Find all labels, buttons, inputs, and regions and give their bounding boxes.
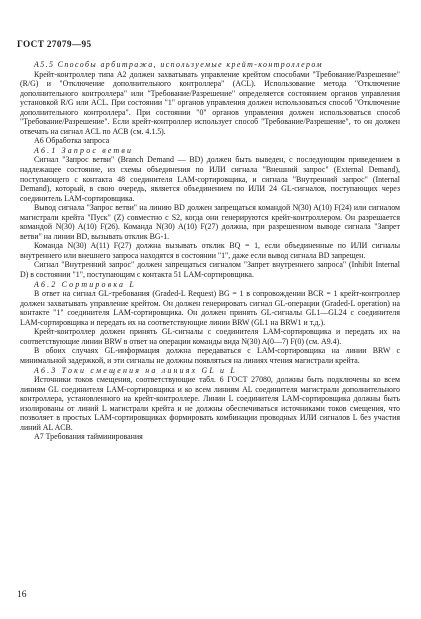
page-number: 16 xyxy=(17,590,27,600)
paragraph: Крейт-контроллер должен принять GL-сигналы с соединителя LAM-сортировщика и передать их на соответствующие линии BRW в ответ на операции команды вида N(30) A(0—7) F(0) (см. А9.4). xyxy=(20,327,400,346)
section-title-a62: А6.2 Сортировка L xyxy=(34,279,136,289)
paragraph: В ответ на сигнал GL-требования (Graded-L Request) BG = 1 в сопровождении BCR = 1 крейт-контроллер должен захватывать управление крейтом. Он должен генерировать сигнал GL-операции (Graded-L operation) на контакте "1" соединителя LAM-сортировщика. Он должен принять GL-сигналы GL1—GL24 с соединителя LAM-сортировщика и передать их на соответствующие линии BRW (GL1 на BRW1 и т.д.). xyxy=(20,289,400,327)
paragraph: Сигнал "Внутренний запрос" должен запрещаться сигналом "Запрет внутреннего запроса" (Inhibit Internal D) в состоянии "1", поступающим с контакта 51 LAM-сортировщика. xyxy=(20,260,400,280)
page-header: ГОСТ 27079—95 xyxy=(17,39,92,49)
section-title-a63: А6.3 Токи смещения на линиях GL и L xyxy=(34,365,237,375)
section-title-a6: А6 Обработка запроса xyxy=(34,136,110,146)
section-title-a7: А7 Требования тайминирования xyxy=(34,432,143,442)
section-title-a61: А6.1 Запрос ветви xyxy=(34,145,134,155)
paragraph: Источники токов смещения, соответствующие табл. 6 ГОСТ 27080, должны быть подключены ко всем линиям GL соединителя LAM-сортировщика и ко всем линиям AL соединителя магистрали дополнительного контроллера, установленного на крейт-контроллере. Линии L соединителя LAM-сортировщика должны быть изолированы от линий L магистрали крейта и не должны обеспечиваться источниками токов смещения, что позволяет в простых LAM-сортировщиках формировать комбинации проводных ИЛИ сигналов L без участия линий AL ACB. xyxy=(20,375,400,432)
paragraph: Крейт-контроллер типа А2 должен захватывать управление крейтом способами "Требование/Разрешение" (R/G) и "Отключение дополнительного контроллера" (ACL). Использование метода "Отключение дополнительного контроллера" или "Требование/Разрешение" определяется состоянием органов управления установкой R/G или ACL. При состоянии "1" органов управления должен использоваться способ "Отключение дополнительного контроллера". При состоянии "0" органов управления должен использоваться способ "Требование/Разрешение". Если крейт-контроллер использует способ "Требование/Разрешение", то он должен отвечать на сигнал ACL по АСВ (см. 4.1.5). xyxy=(20,69,400,136)
paragraph: Вывод сигнала "Запрос ветви" на линию BD должен запрещаться командой N(30) A(10) F(24) или сигналом магистрали крейта "Пуск" (Z) совместно с S2, когда они генерируются крейт-контроллером. Он разрешается командой N(30) A(10) F(26). Команда N(30) A(10) F(27) должна, при разрешенном выводе сигнала "Запрет ветви" на линии BD, вызывать отклик BG-1. xyxy=(20,203,400,241)
paragraph: В обоих случаях GL-информация должна передаваться с LAM-сортировщика на линии BRW с минимальной задержкой, и эти сигналы не должны появляться на линиях чтения магистрали крейта. xyxy=(20,346,400,365)
document-body xyxy=(20,60,400,442)
paragraph: Команда N(30) A(11) F(27) должна вызывать отклик BQ = 1, если объединенные по ИЛИ сигналы внутреннего или внешнего запроса находятся в состоянии "1", даже если вывод сигнала BD запрещен. xyxy=(20,241,400,260)
paragraph: Сигнал "Запрос ветви" (Branch Demand — BD) должен быть выведен, с последующим приведением в надлежащее состояние, из схемы объединения по ИЛИ сигнала "Внешний запрос" (External Demand), поступающего с контакта 48 соединителя LAM-сортировщика, и сигнала "Внутренний запрос" (Internal Demand), который, в свою очередь, является объединением по ИЛИ 24 GL-сигналов, поступающих через соединитель LAM-сортировщика. xyxy=(20,155,400,203)
section-title-a55: А5.5 Способы арбитража, используемые крейт-контроллером xyxy=(34,60,323,69)
